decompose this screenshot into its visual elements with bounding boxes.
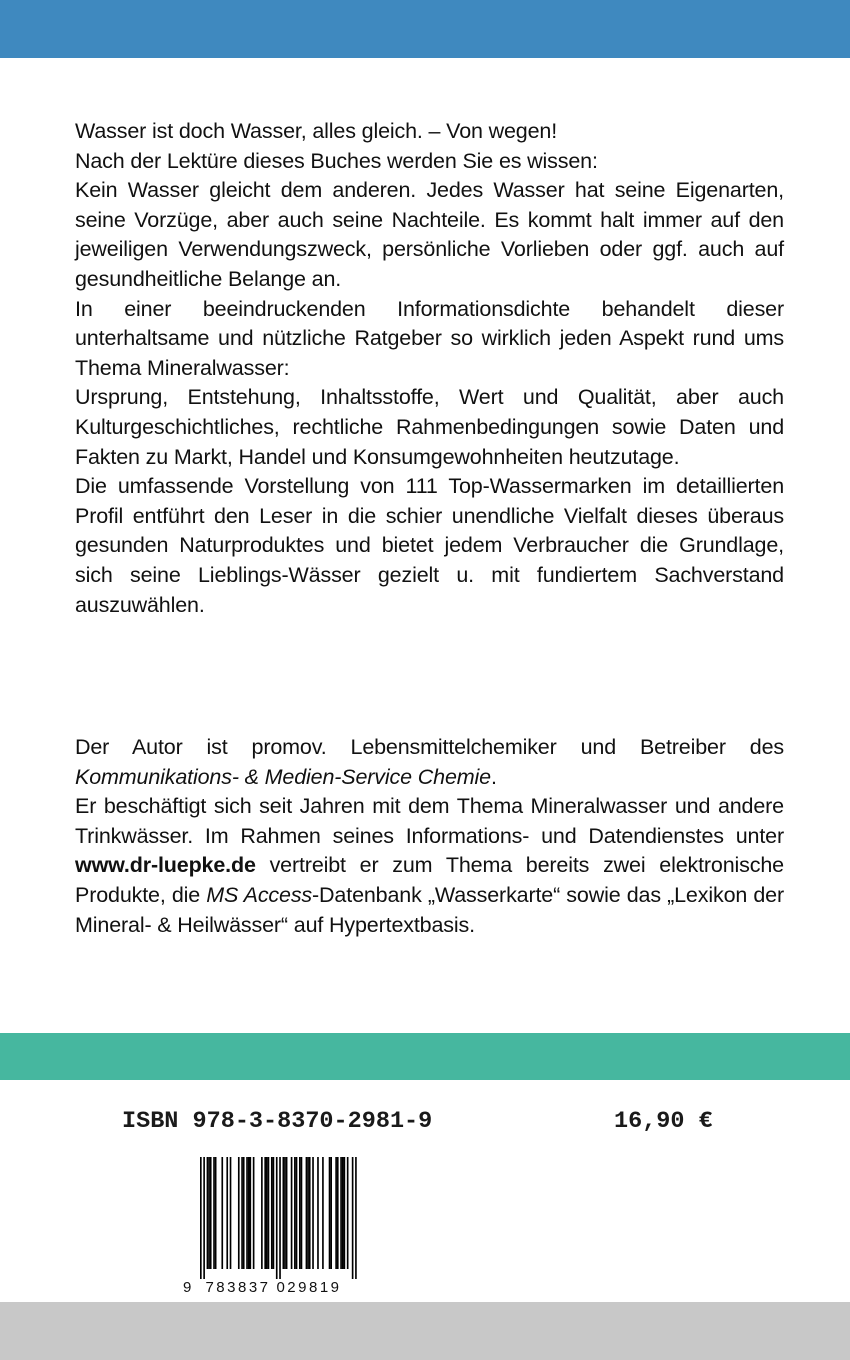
price-label: 16,90 € — [614, 1108, 713, 1135]
barcode-bar — [250, 1157, 252, 1269]
barcode-bar — [312, 1157, 314, 1269]
company-name: Kommunikations- & Medien-Service Chemie — [75, 764, 491, 789]
barcode-bar — [329, 1157, 331, 1269]
barcode-bar — [210, 1157, 212, 1269]
isbn-number: ISBN 978-3-8370-2981-9 — [122, 1108, 433, 1135]
barcode-bar — [253, 1157, 255, 1269]
blurb-text — [75, 117, 784, 620]
barcode-bar — [344, 1157, 346, 1269]
blurb-paragraph-3: Ursprung, Entstehung, Inhaltsstoffe, Wert und Qualität, aber auch Kulturgeschichtliches, rechtliche Rahmenbedingungen sowie Daten und Fakten zu Markt, Handel und Konsumgewohnheiten heutzutage. — [75, 385, 784, 469]
barcode-bar — [286, 1157, 288, 1269]
barcode-bar — [299, 1157, 301, 1269]
barcode-bar — [238, 1157, 240, 1269]
author-intro: Der Autor ist promov. Lebensmittelchemiker und Betreiber des — [75, 735, 784, 759]
barcode-bar — [208, 1157, 210, 1269]
barcode-bar — [301, 1157, 303, 1269]
barcode-bar — [230, 1157, 232, 1269]
bottom-color-band — [0, 1302, 850, 1360]
barcode-left-digits: 783837 — [205, 1279, 271, 1295]
barcode-bar — [271, 1157, 273, 1269]
author-text-start: Er beschäftigt sich seit Jahren mit dem Thema Mineralwasser und andere Trinkwässer. Im Rahmen seines Informations- und Datendienstes unter — [75, 794, 784, 848]
barcode-bar — [352, 1157, 354, 1279]
barcode-bar — [241, 1157, 243, 1269]
barcode-bar — [213, 1157, 215, 1269]
barcode-bar — [215, 1157, 217, 1269]
barcode-bar — [306, 1157, 308, 1269]
barcode-bar — [207, 1157, 209, 1269]
blurb-paragraph-2: In einer beeindruckenden Informationsdichte behandelt dieser unterhaltsame und nützliche Ratgeber so wirklich jeden Aspekt rund ums Thema Mineralwasser: — [75, 296, 784, 380]
barcode-bar — [347, 1157, 349, 1269]
barcode-bar — [294, 1157, 296, 1269]
barcode-bar — [291, 1157, 293, 1269]
barcode-bar — [273, 1157, 275, 1269]
author-paragraph-1 — [75, 733, 784, 792]
barcode-bar — [340, 1157, 342, 1269]
barcode-bar — [309, 1157, 311, 1269]
middle-color-band — [0, 1033, 850, 1080]
barcode-bar — [246, 1157, 248, 1269]
author-text-end: -Datenbank „Wasserkarte“ sowie das „Lexikon der Mineral- & Heilwässer“ auf Hypertextbasis. — [75, 882, 784, 937]
barcode-bar — [296, 1157, 298, 1269]
barcode-bar — [284, 1157, 286, 1269]
barcode-bar — [203, 1157, 205, 1279]
barcode-bar — [264, 1157, 266, 1269]
isbn-barcode — [180, 1155, 365, 1295]
author-bio — [75, 733, 784, 940]
blurb-line-2: Nach der Lektüre dieses Buches werden Sie es wissen: — [75, 148, 598, 173]
barcode-bar — [243, 1157, 245, 1269]
barcode-bar — [261, 1157, 263, 1269]
ms-access-text: MS Access — [206, 882, 313, 907]
barcode-right-digits: 029819 — [276, 1279, 342, 1295]
blurb-paragraph-4: Die umfassende Vorstellung von 111 Top-Wassermarken im detaillierten Profil entführt den Leser in die schier unendliche Vielfalt dieses überaus gesunden Naturproduktes und bietet jedem Verbraucher die Grundlage, sich seine Lieblings-Wässer gezielt u. mit fundiertem Sachverstand auszuwählen. — [75, 474, 784, 617]
barcode-first-digit: 9 — [183, 1279, 192, 1295]
barcode-bar — [317, 1157, 319, 1269]
barcode-bar — [279, 1157, 281, 1279]
barcode-bar — [276, 1157, 278, 1279]
blurb-line-1: Wasser ist doch Wasser, alles gleich. – Von wegen! — [75, 119, 558, 143]
barcode-bar — [330, 1157, 332, 1269]
barcode-bar — [337, 1157, 339, 1269]
author-intro-end: . — [490, 764, 497, 789]
barcode-bar — [248, 1157, 250, 1269]
author-paragraph-2 — [75, 792, 784, 940]
author-website-link[interactable]: www.dr-luepke.de — [75, 853, 256, 878]
barcode-bar — [266, 1157, 268, 1269]
blurb-paragraph-1: Kein Wasser gleicht dem anderen. Jedes Wasser hat seine Eigenarten, seine Vorzüge, aber auch seine Nachteile. Es kommt halt immer auf den jeweiligen Verwendungszweck, persönliche Vorlieben oder ggf. auch auf gesundheitliche Belange an. — [75, 178, 784, 291]
top-color-band — [0, 0, 850, 58]
barcode-bar — [268, 1157, 270, 1269]
barcode-bar — [221, 1157, 223, 1269]
barcode-bar — [322, 1157, 324, 1269]
barcode-bar — [342, 1157, 344, 1269]
barcode-bar — [283, 1157, 285, 1269]
barcode-bar — [226, 1157, 228, 1269]
barcode-bar — [307, 1157, 309, 1269]
author-text-middle: vertreibt er zum Thema bereits zwei elektronische Produkte, die — [75, 853, 784, 907]
barcode-bar — [355, 1157, 357, 1279]
barcode-bar — [200, 1157, 202, 1279]
barcode-bar — [335, 1157, 337, 1269]
